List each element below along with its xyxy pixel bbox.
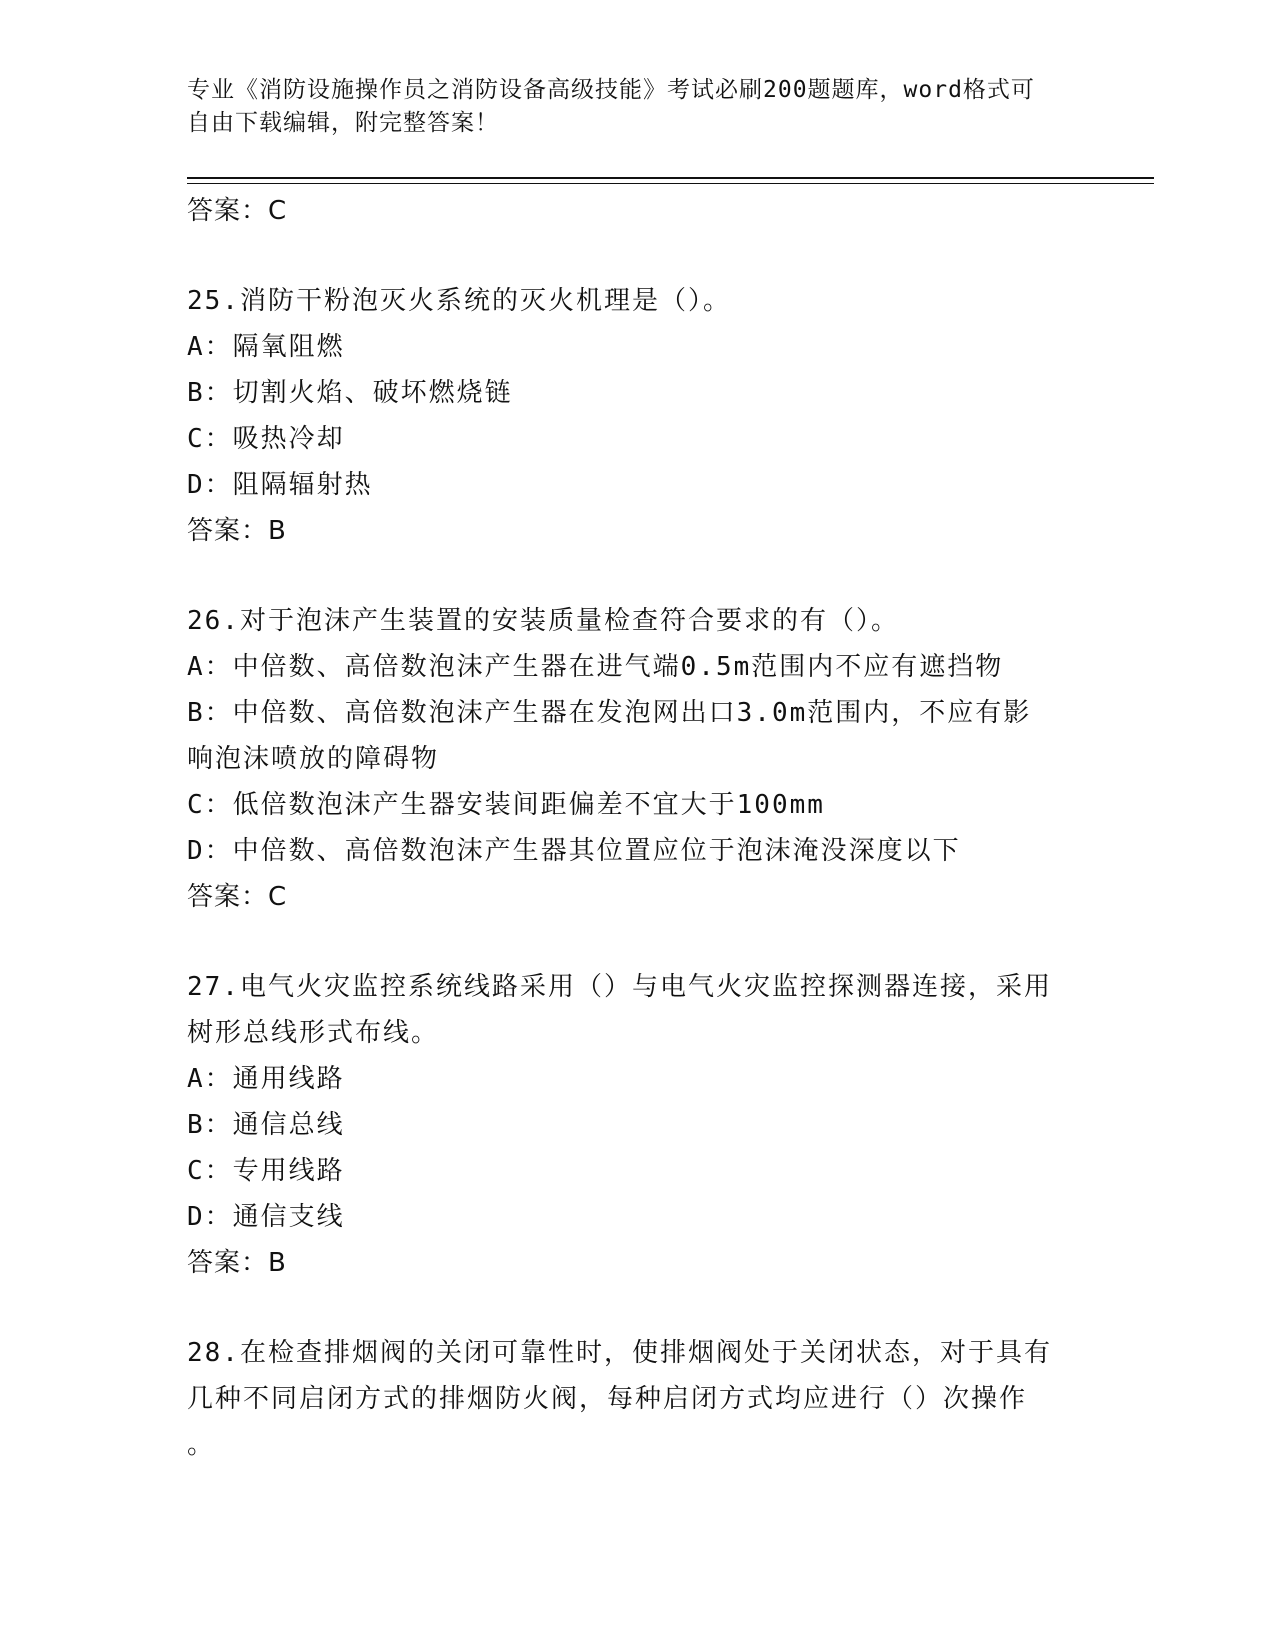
answer: 答案：B	[187, 1248, 287, 1278]
header-line-2: 自由下载编辑，附完整答案！	[187, 110, 499, 136]
header-line-1: 专业《消防设施操作员之消防设备高级技能》考试必刷200题题库，word格式可	[187, 77, 1035, 103]
question-stem: 27.电气火灾监控系统线路采用（）与电气火灾监控探测器连接，采用	[187, 972, 1052, 1002]
option-c: C：吸热冷却	[187, 424, 345, 454]
answer-24: 答案：C	[187, 196, 288, 226]
question-stem: 26.对于泡沫产生装置的安装质量检查符合要求的有（）。	[187, 606, 899, 636]
option-b: B：中倍数、高倍数泡沫产生器在发泡网出口3.0m范围内，不应有影	[187, 698, 1032, 728]
option-d: D：中倍数、高倍数泡沫产生器其位置应位于泡沫淹没深度以下	[187, 836, 961, 866]
option-b: B：切割火焰、破坏燃烧链	[187, 378, 513, 408]
question-25	[187, 278, 1087, 554]
option-c: C：专用线路	[187, 1156, 345, 1186]
header-divider-thick	[187, 177, 1154, 179]
answer: 答案：B	[187, 516, 287, 546]
option-b-continued: 响泡沫喷放的障碍物	[187, 744, 440, 774]
question-stem: 25.消防干粉泡灭火系统的灭火机理是（）。	[187, 286, 731, 316]
question-26	[187, 598, 1087, 920]
question-stem-end: 。	[187, 1430, 216, 1460]
option-d: D：通信支线	[187, 1202, 345, 1232]
header-divider-thin	[187, 183, 1154, 184]
option-d: D：阻隔辐射热	[187, 470, 373, 500]
answer: 答案：C	[187, 882, 288, 912]
document-header	[187, 74, 1067, 140]
option-a: A：隔氧阻燃	[187, 332, 345, 362]
question-list	[187, 188, 1087, 1468]
option-a: A：中倍数、高倍数泡沫产生器在进气端0.5m范围内不应有遮挡物	[187, 652, 1004, 682]
question-stem-continued: 几种不同启闭方式的排烟防火阀，每种启闭方式均应进行（）次操作	[187, 1384, 1028, 1414]
question-28	[187, 1330, 1087, 1468]
question-stem: 28.在检查排烟阀的关闭可靠性时，使排烟阀处于关闭状态，对于具有	[187, 1338, 1052, 1368]
option-b: B：通信总线	[187, 1110, 345, 1140]
question-stem-continued: 树形总线形式布线。	[187, 1018, 440, 1048]
option-c: C：低倍数泡沫产生器安装间距偏差不宜大于100mm	[187, 790, 825, 820]
question-27	[187, 964, 1087, 1286]
option-a: A：通用线路	[187, 1064, 345, 1094]
